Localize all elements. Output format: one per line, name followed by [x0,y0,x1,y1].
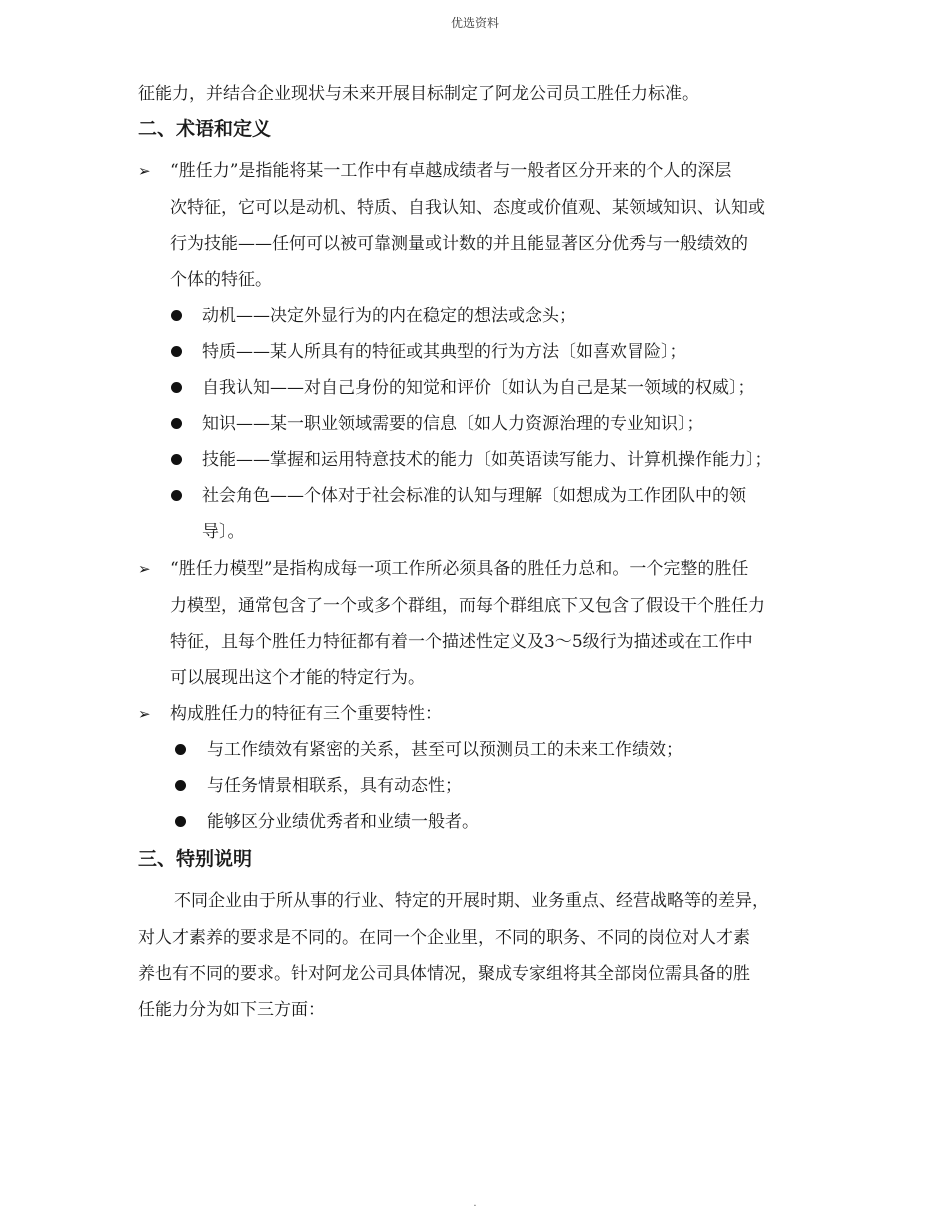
page-footer: . [473,1198,477,1209]
def1-bullet: 特质——某人所具有的特征或其典型的行为方法〔如喜欢冒险〕； [202,342,687,362]
arrow-bullet-icon: ➢ [138,162,151,180]
def1-bullet: 社会角色——个体对于社会标准的认知与理解〔如想成为工作团队中的领 [202,486,746,506]
arrow-bullet-icon: ➢ [138,705,151,723]
bullet-dot-icon [171,490,182,501]
def2-line: “胜任力模型”是指构成每一项工作所必须具备的胜任力总和。一个完整的胜任 [170,559,749,579]
def1-line: 次特征，它可以是动机、特质、自我认知、态度或价值观、某领域知识、认知或 [170,198,765,218]
section3-line: 不同企业由于所从事的行业、特定的开展时期、业务重点、经营战略等的差异， [174,891,769,911]
bullet-dot-icon [171,310,182,321]
def1-line: 个体的特征。 [170,270,272,290]
bullet-dot-icon [171,346,182,357]
def3-bullet: 能够区分业绩优秀者和业绩一般者。 [207,812,479,832]
section3-line: 任能力分为如下三方面： [138,1000,325,1020]
section3-line: 养也有不同的要求。针对阿龙公司具体情况，聚成专家组将其全部岗位需具备的胜 [138,964,750,984]
def1-bullet-continuation: 导〕。 [202,522,245,542]
bullet-dot-icon [171,382,182,393]
def1-bullet: 知识——某一职业领域需要的信息〔如人力资源治理的专业知识〕； [202,414,704,434]
def3-lead: 构成胜任力的特征有三个重要特性： [170,704,442,724]
section3-line: 对人才素养的要求是不同的。在同一个企业里，不同的职务、不同的岗位对人才素 [138,928,750,948]
def1-bullet: 技能——掌握和运用特意技术的能力〔如英语读写能力、计算机操作能力〕； [202,450,772,470]
bullet-dot-icon [175,780,186,791]
def2-line: 可以展现出这个才能的特定行为。 [170,668,425,688]
bullet-dot-icon [171,454,182,465]
def3-bullet: 与任务情景相联系，具有动态性； [207,776,462,796]
bullet-dot-icon [175,744,186,755]
def1-bullet: 动机——决定外显行为的内在稳定的想法或念头； [202,306,576,326]
def1-bullet: 自我认知——对自己身份的知觉和评价〔如认为自己是某一领域的权威〕； [202,378,755,398]
def3-bullet: 与工作绩效有紧密的关系，甚至可以预测员工的未来工作绩效； [207,740,683,760]
section-heading-terms: 二、术语和定义 [138,118,272,140]
intro-paragraph: 征能力，并结合企业现状与未来开展目标制定了阿龙公司员工胜任力标准。 [138,84,699,104]
section-heading-special-notes: 三、特别说明 [138,848,253,870]
bullet-dot-icon [175,816,186,827]
def1-line: 行为技能——任何可以被可靠测量或计数的并且能显著区分优秀与一般绩效的 [170,234,748,254]
def2-line: 力模型，通常包含了一个或多个群组，而每个群组底下又包含了假设干个胜任力 [170,596,765,616]
bullet-dot-icon [171,418,182,429]
def2-line: 特征，且每个胜任力特征都有着一个描述性定义及3～5级行为描述或在工作中 [170,632,753,652]
arrow-bullet-icon: ➢ [138,560,151,578]
def1-line: “胜任力”是指能将某一工作中有卓越成绩者与一般者区分开来的个人的深层 [170,161,732,181]
page-header: 优选资料 [450,16,499,30]
